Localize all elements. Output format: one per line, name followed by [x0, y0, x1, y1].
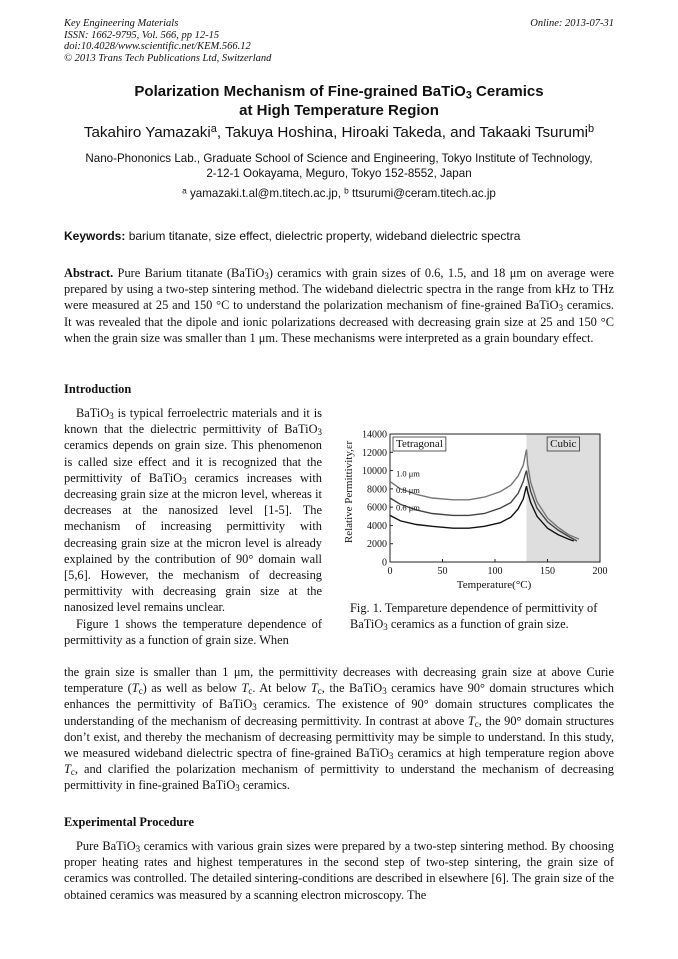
y-tick-label: 4000 — [367, 520, 387, 532]
paper-title: Polarization Mechanism of Fine-grained BaTiO$_3$ Ceramics at High Temperature Region — [134, 83, 544, 119]
permittivity-chart — [338, 424, 618, 594]
series-label: 0.8 μm — [396, 485, 420, 495]
online-date: Online: 2013-07-31 — [530, 18, 614, 29]
y-tick-label: 14000 — [362, 429, 387, 441]
series-label: 1.0 μm — [396, 468, 420, 479]
intro-paragraph-2: the grain size is smaller than 1 μm, the permittivity decreases with decreasing grain size at above Curie temperature $(T_c)$ as well as below $T_c$. At below $T_c$, the BaTiO$_3$ ceramics have 90° domain structures which enhances the permittivity of BaTiO$_3$ ceramics. The existence of 90° domain structures complicates the understanding of the mechanism of decreasing permittivity. In contrast at above $T_c$, the 90° domain structures don’t exist, and thereby the mechanism of decreasing permittivity may be simple to understand. In this study, we measured wideband dielectric spectra of fine-grained BaTiO$_3$ ceramics at high temperature region above $T_c$, and clarified the polarization mechanism of permittivity to understand the mechanism of decreasing permittivity in fine-grained BaTiO$_3$ ceramics. — [64, 665, 615, 794]
author-emails: $^a$ yamazaki.t.al@m.titech.ac.jp, $^b$ ttsurumi@ceram.titech.ac.jp — [182, 185, 496, 200]
figure-caption: Fig. 1. Tempareture dependence of permittivity of BaTiO$_3$ ceramics as a function of grain size. — [350, 601, 598, 633]
issn: ISSN: 1662-9795, Vol. 566, pp 12-15 — [64, 29, 220, 41]
x-axis-label: Temperature(°C) — [456, 579, 532, 591]
y-tick-label: 12000 — [362, 447, 387, 459]
intro-paragraph-1: BaTiO$_3$ is typical ferroelectric materials and it is known that the dielectric permittivity of BaTiO$_3$ ceramics depends on grain size. This phenomenon is called size effect and it is recognized that the permittivity of BaTiO$_3$ ceramics increases with decreasing grain size at the micron level, whereas it decreases at the nanosized level [1-5]. The mechanism of increasing permittivity with decreasing grain size at the micron level is already explained by the contribution of 90° domain wall [5,6]. However, the mechanism of decreasing permittivity with decreasing grain size at the nanosized level remains unclear. Figure 1 shows the temperature dependence of permittivity as a function of grain size. When — [64, 406, 322, 647]
x-tick-label: 100 — [487, 566, 503, 577]
y-tick-label: 8000 — [367, 484, 387, 496]
section-heading-experimental: Experimental Procedure — [64, 815, 194, 829]
journal-name: Key Engineering Materials — [64, 18, 179, 29]
series-label: 0.6 μm — [396, 502, 420, 513]
y-tick-label: 0 — [382, 557, 387, 569]
x-tick-label: 50 — [437, 566, 448, 577]
abstract: Abstract. Pure Barium titanate (BaTiO$_3$) ceramics with grain sizes of 0.6, 1.5, and 18 μm on average were prepared by using a two-step sintering method. The wideband dielectric spectra in the range from kHz to THz were measured at 25 and 150 °C to understand the polarization mechanism of fine-grained BaTiO$_3$ ceramics. It was revealed that the dipole and ionic polarizations decreased with decreasing grain size at 25 and 150 °C when the grain size was smaller than 1 μm. These mechanisms were interpreted as a grain boundary effect. — [64, 266, 614, 345]
experimental-paragraph-1: Pure BaTiO$_3$ ceramics with various grain sizes were prepared by a two-step sintering method. By choosing proper heating rates and highest temperatures in the second step of two-step sintering, the grain size of ceramics was controlled. The detailed sintering-conditions are described in elsewhere [6]. The grain size of the obtained ceramics was measured by a scanning electron microscopy. The — [64, 839, 614, 902]
y-tick-label: 6000 — [367, 502, 387, 514]
author-list: Takahiro Yamazaki$^a$, Takuya Hoshina, Hiroaki Takeda, and Takaaki Tsurumi$^b$ — [83, 123, 595, 141]
y-tick-label: 2000 — [367, 539, 387, 551]
cubic-region-shade — [527, 434, 601, 562]
journal-header — [64, 18, 271, 64]
copyright: © 2013 Trans Tech Publications Ltd, Switzerland — [64, 52, 272, 64]
affiliation: Nano-Phononics Lab., Graduate School of Science and Engineering, Tokyo Institute of Technology, 2-12-1 Ookayama, Meguro, Tokyo 152-8552, Japan — [85, 152, 593, 180]
region-label-cubic: Cubic — [550, 438, 577, 450]
y-axis-label: Relative Permittivity,εr — [343, 440, 355, 544]
figure-1 — [338, 424, 618, 594]
section-heading-introduction: Introduction — [64, 382, 132, 396]
keywords: Keywords: barium titanate, size effect, dielectric property, wideband dielectric spectra — [64, 229, 521, 243]
intro-paragraph-2-start: Figure 1 shows the temperature dependence of permittivity as a function of grain size. When — [64, 616, 322, 647]
x-tick-label: 200 — [592, 566, 608, 577]
doi: doi:10.4028/www.scientific.net/KEM.566.12 — [64, 41, 251, 52]
x-tick-label: 0 — [387, 566, 393, 577]
x-tick-label: 150 — [540, 566, 555, 577]
y-tick-label: 10000 — [362, 466, 387, 478]
region-label-tetragonal: Tetragonal — [396, 438, 443, 450]
